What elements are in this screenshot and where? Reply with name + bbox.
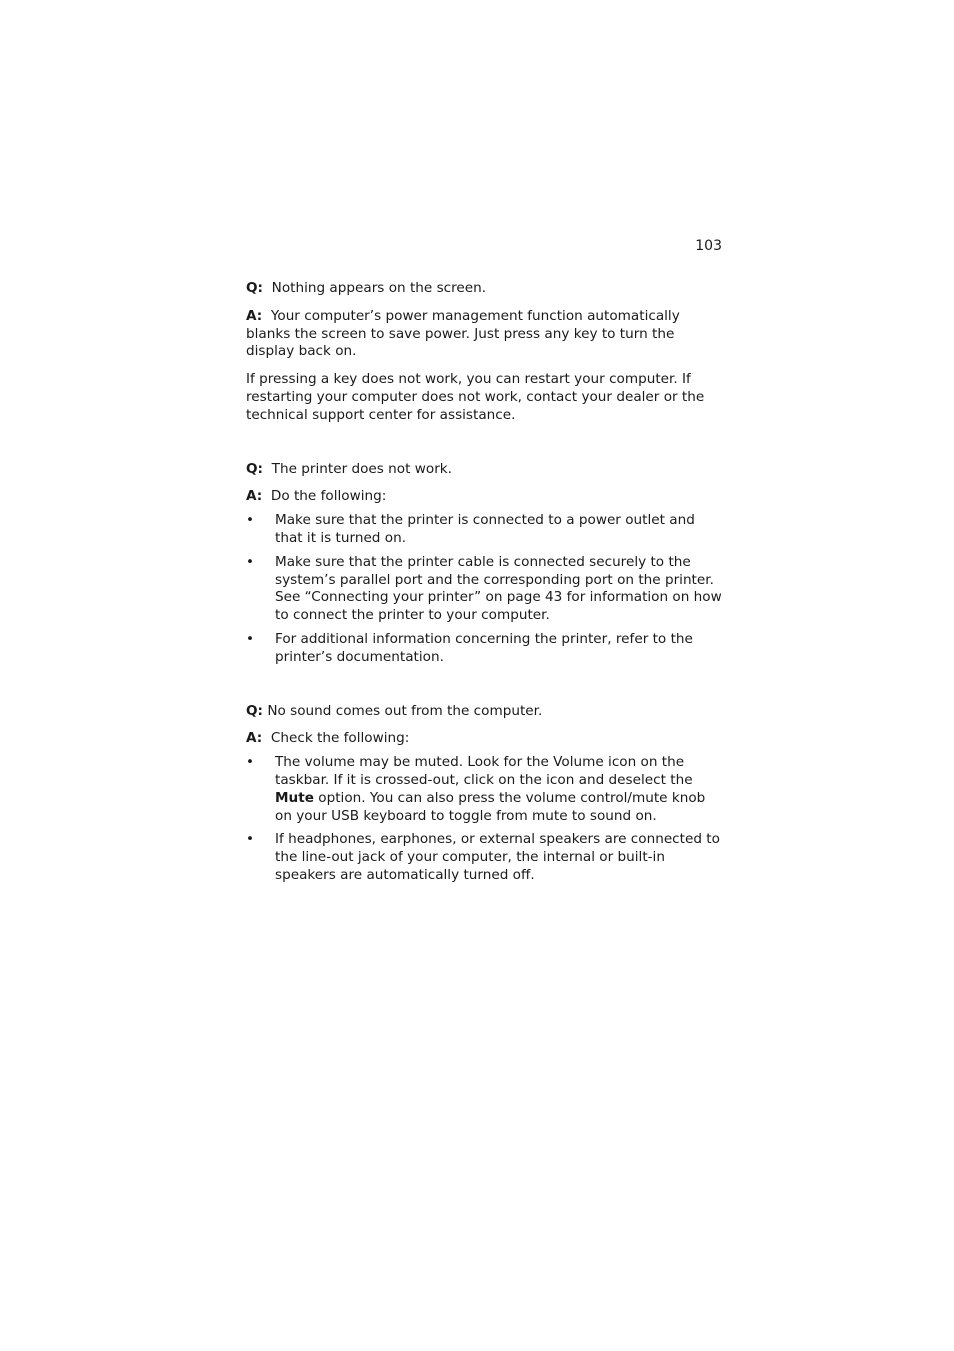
bullet-icon: •: [246, 630, 255, 647]
a-label: A:: [246, 730, 263, 747]
answer-screen: [246, 308, 724, 361]
page-number: 103: [695, 238, 722, 254]
a-label: A:: [246, 307, 263, 324]
list-item-text: For additional information concerning the printer, refer to the printer’s documentation.: [275, 630, 693, 665]
q-label: Q:: [246, 280, 263, 296]
answer-text: Check the following:: [270, 730, 410, 747]
list-item: [246, 512, 724, 548]
faq-sound: [246, 703, 724, 885]
a-label: A:: [246, 488, 263, 505]
mute-option-label: Mute: [275, 789, 314, 806]
printer-bullet-list: [246, 512, 724, 666]
faq-screen: [246, 280, 724, 425]
question-text: Nothing appears on the screen.: [271, 280, 487, 296]
answer-sound: [246, 730, 724, 748]
faq-printer: [246, 461, 724, 667]
list-item-text: Make sure that the printer cable is connected securely to the system’s parallel port and the corresponding port on the printer. See “Connecting your printer” on page 43 for information on how to connect the printer to your computer.: [275, 553, 722, 624]
bullet-icon: •: [246, 553, 255, 570]
list-item: [246, 754, 724, 825]
list-item: [246, 631, 724, 667]
q-label: Q:: [246, 460, 263, 477]
list-item: [246, 554, 724, 625]
list-item-text: Make sure that the printer is connected to a power outlet and that it is turned on.: [275, 512, 695, 546]
answer-screen-extra: If pressing a key does not work, you can restart your computer. If restarting your computer does not work, contact your dealer or the technical support center for assistance.: [246, 371, 705, 423]
list-item-text: option. You can also press the volume control/mute knob on your USB keyboard to toggle from mute to sound on.: [275, 789, 706, 824]
question-sound: [246, 703, 724, 721]
list-item: [246, 831, 724, 884]
answer-printer: [246, 488, 724, 506]
list-item-text: If headphones, earphones, or external speakers are connected to the line-out jack of your computer, the internal or built-in speakers are automatically turned off.: [275, 831, 720, 883]
list-item-text: The volume may be muted. Look for the Volume icon on the taskbar. If it is crossed-out, click on the icon and deselect the: [275, 754, 693, 788]
question-screen: [246, 280, 724, 298]
page-content: [246, 280, 724, 921]
sound-bullet-list: [246, 754, 724, 885]
q-label: Q:: [246, 702, 263, 719]
question-printer: [246, 461, 724, 479]
question-text: No sound comes out from the computer.: [267, 702, 543, 719]
bullet-icon: •: [246, 754, 255, 771]
bullet-icon: •: [246, 512, 255, 529]
answer-text: Your computer’s power management function automatically blanks the screen to save power. Just press any key to turn the display back on.: [246, 307, 680, 360]
answer-text: Do the following:: [270, 488, 387, 505]
bullet-icon: •: [246, 831, 255, 848]
question-text: The printer does not work.: [271, 460, 452, 477]
